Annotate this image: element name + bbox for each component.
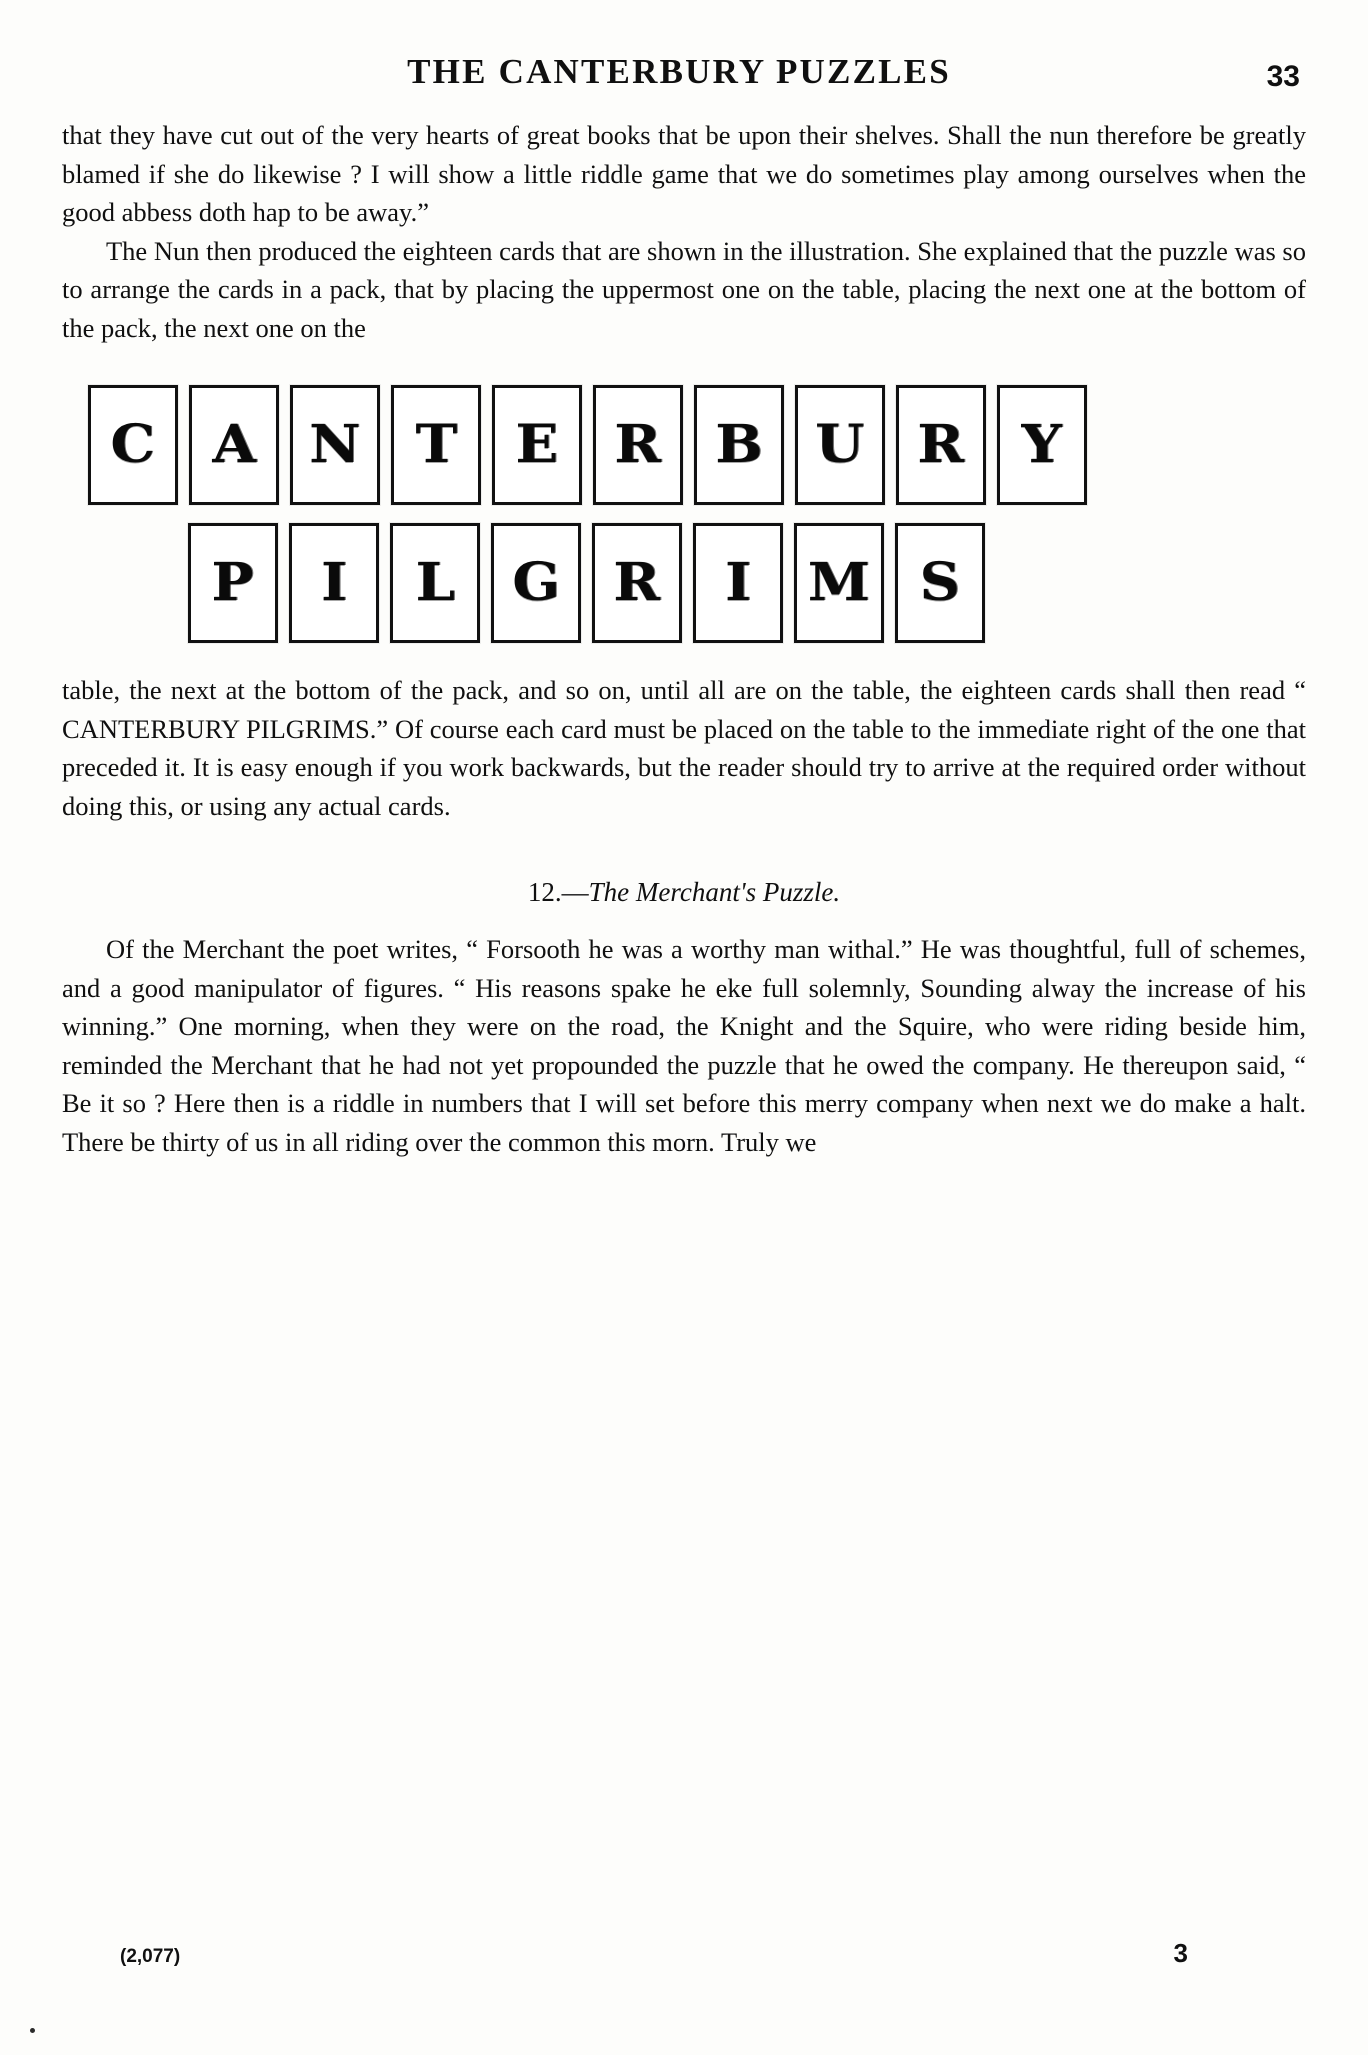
card xyxy=(895,523,985,643)
page-number: 33 xyxy=(1266,60,1300,93)
page-content xyxy=(62,52,1306,1161)
card xyxy=(694,385,784,505)
scan-edge-mark xyxy=(30,2028,35,2033)
paragraph-1: that they have cut out of the very hearts of great books that be upon their shelves. Shall the nun therefore be greatly blamed if she do likewise ? I will show a little riddle game that we do sometimes play among ourselves when the good abbess doth hap to be away.” xyxy=(62,120,1306,227)
card-letter: T xyxy=(415,414,457,475)
card-letter: C xyxy=(110,414,156,475)
card-letter: L xyxy=(415,552,455,613)
card-letter: E xyxy=(515,414,559,475)
card-letter: U xyxy=(815,414,865,475)
page-header xyxy=(62,52,1306,110)
card-letter: G xyxy=(512,552,560,613)
card xyxy=(896,385,986,505)
card-letter: M xyxy=(807,552,871,613)
card-letter: S xyxy=(919,552,961,613)
card-letter: I xyxy=(320,552,348,613)
card-letter: B xyxy=(715,414,763,475)
card-letter: I xyxy=(724,552,752,613)
card-letter: A xyxy=(212,414,256,475)
body-text-top xyxy=(62,116,1306,347)
card-letter: Y xyxy=(1021,414,1063,475)
card xyxy=(391,385,481,505)
card xyxy=(795,385,885,505)
card xyxy=(492,385,582,505)
card-letter: P xyxy=(211,552,255,613)
card xyxy=(390,523,480,643)
paragraph-2: The Nun then produced the eighteen cards that are shown in the illustration. She explained that the puzzle was so to arrange the cards in a pack, that by placing the uppermost one on the table, placing the next one at the bottom of the pack, the next one on the xyxy=(62,235,1306,343)
card xyxy=(289,523,379,643)
sheet-number: 3 xyxy=(1173,1938,1188,1968)
card xyxy=(491,523,581,643)
card xyxy=(189,385,279,505)
section-heading xyxy=(62,877,1306,908)
card-letter: R xyxy=(917,414,965,475)
section-number: 12.— xyxy=(527,877,589,907)
signature-mark: (2,077) xyxy=(120,1946,181,1967)
section-title: The Merchant's Puzzle. xyxy=(588,877,841,907)
page-footer xyxy=(62,1938,1306,1969)
body-text-middle xyxy=(62,671,1306,825)
card-letter: N xyxy=(309,414,361,475)
card xyxy=(188,523,278,643)
card-row-canterbury xyxy=(88,385,1306,505)
card-row-pilgrims xyxy=(88,523,1306,643)
paragraph-3: table, the next at the bottom of the pack, and so on, until all are on the table, the eighteen cards shall then read “ CANTERBURY PILGRIMS.” Of course each card must be placed on the table to the immediate right of the one that preceded it. It is easy enough if you work backwards, but the reader should try to arrive at the required order without doing this, or using any actual cards. xyxy=(62,675,1306,821)
paragraph-4: Of the Merchant the poet writes, “ Forsooth he was a worthy man withal.” He was thoughtful, full of schemes, and a good manipulator of figures. “ His reasons spake he eke full solemnly, Sounding alway the increase of his winning.” One morning, when they were on the road, the Knight and the Squire, who were riding beside him, reminded the Merchant that he had not yet propounded the puzzle that he owed the company. He thereupon said, “ Be it so ? Here then is a riddle in numbers that I will set before this merry company when next we do make a halt. There be thirty of us in all riding over the common this morn. Truly we xyxy=(62,934,1306,1157)
page-title: THE CANTERBURY PUZZLES xyxy=(407,52,951,91)
body-text-bottom xyxy=(62,930,1306,1161)
cards-illustration xyxy=(62,385,1306,643)
card-letter: R xyxy=(614,414,662,475)
card xyxy=(693,523,783,643)
card xyxy=(592,523,682,643)
card xyxy=(290,385,380,505)
card xyxy=(593,385,683,505)
card xyxy=(997,385,1087,505)
card-letter: R xyxy=(613,552,661,613)
card xyxy=(88,385,178,505)
card xyxy=(794,523,884,643)
